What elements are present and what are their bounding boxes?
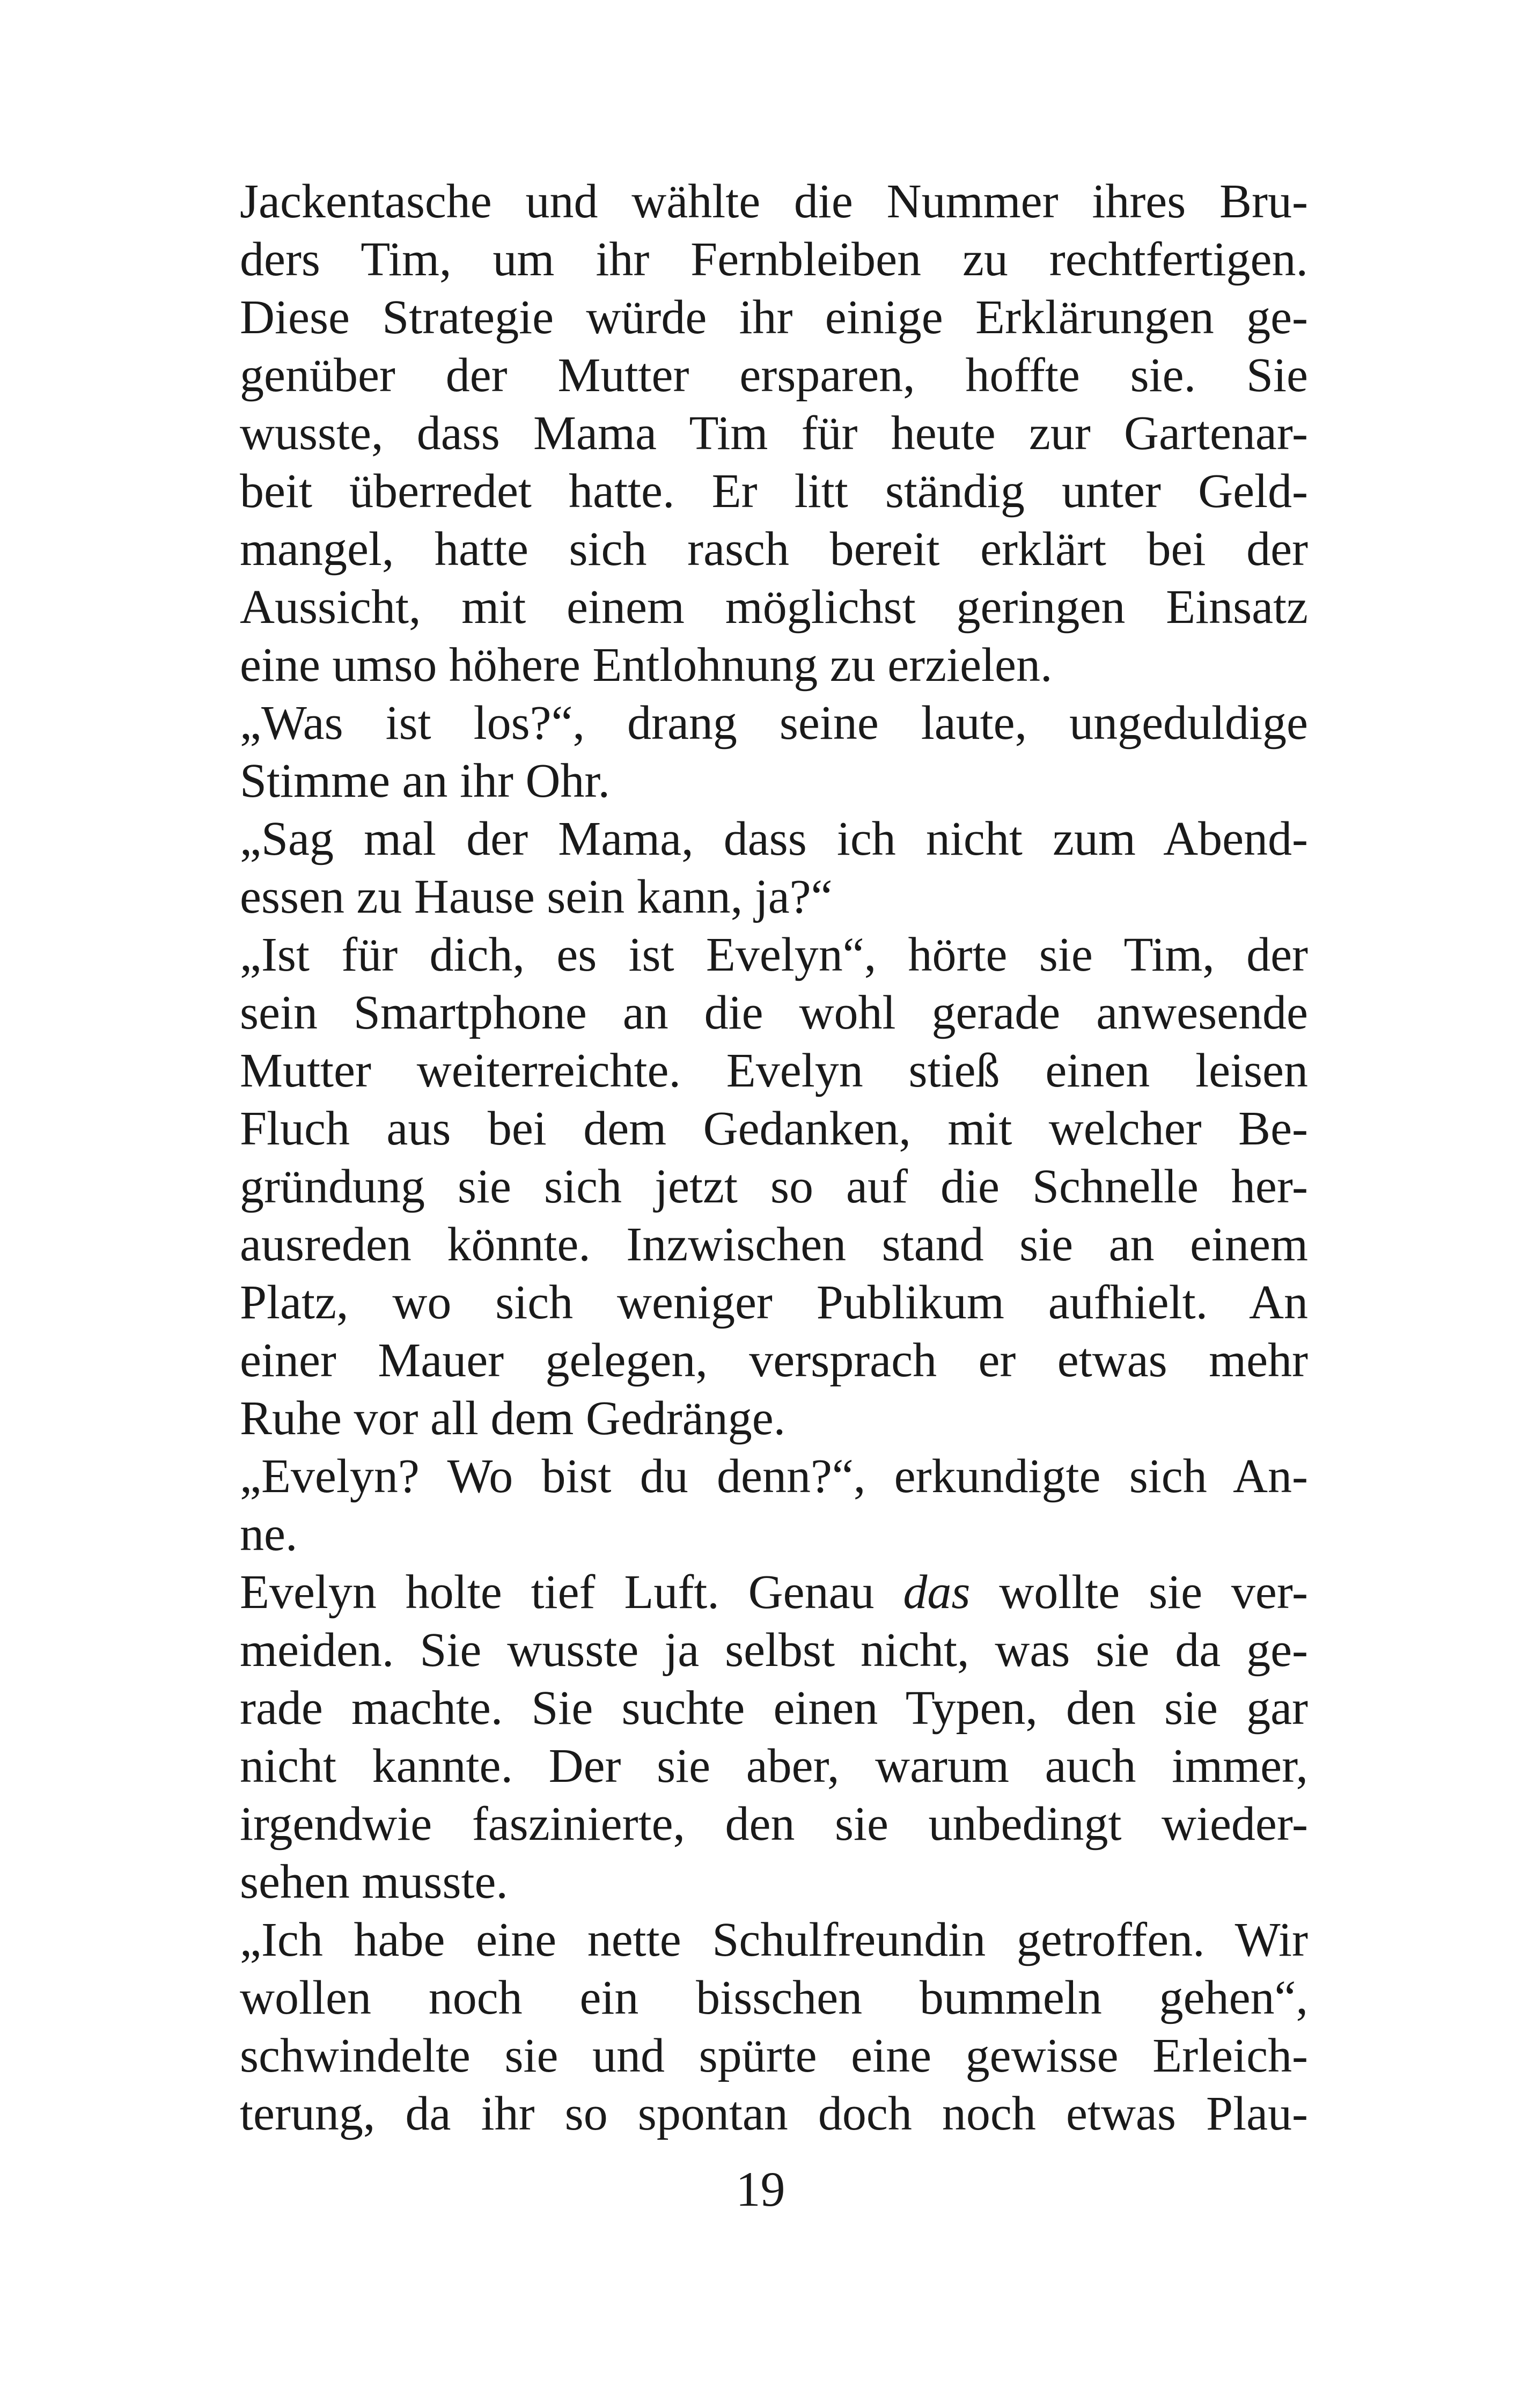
page-number: 19 [736,2162,785,2216]
text-line: mangel, hatte sich rasch bereit erklärt bei der [240,523,1308,576]
body-text [240,173,1308,2143]
text-line: ders Tim, um ihr Fernbleiben zu rechtfertigen. [240,233,1308,286]
text-line: sehen musste. [240,1855,508,1908]
text-line: „Was ist los?“, drang seine laute, ungeduldige [240,696,1308,750]
text-line: nicht kannte. Der sie aber, warum auch immer, [240,1739,1308,1793]
text-line: Fluch aus bei dem Gedanken, mit welcher Be- [240,1102,1308,1155]
text-line: meiden. Sie wusste ja selbst nicht, was sie da ge- [240,1624,1308,1677]
text-line: Jackentasche und wählte die Nummer ihres Bru- [240,175,1308,228]
text-span: wollte sie ver- [970,1566,1308,1619]
text-line: gründung sie sich jetzt so auf die Schnelle her- [240,1160,1308,1213]
text-line: einer Mauer gelegen, versprach er etwas mehr [240,1334,1308,1387]
text-line: ausreden könnte. Inzwischen stand sie an einem [240,1218,1308,1271]
text-line: wollen noch ein bisschen bummeln gehen“, [240,1971,1308,2024]
text-line: rade machte. Sie suchte einen Typen, den sie gar [240,1682,1308,1735]
text-line: eine umso höhere Entlohnung zu erzielen. [240,638,1053,692]
text-line: sein Smartphone an die wohl gerade anwesende [240,986,1308,1039]
text-line: genüber der Mutter ersparen, hoffte sie. Sie [240,349,1308,402]
text-line: Diese Strategie würde ihr einige Erklärungen ge- [240,291,1308,344]
text-line: „Ich habe eine nette Schulfreundin getroffen. Wir [240,1913,1308,1966]
text-line: Stimme an ihr Ohr. [240,754,610,807]
text-line: terung, da ihr so spontan doch noch etwas Plau- [240,2087,1308,2140]
text-line: ne. [240,1508,298,1561]
text-line: essen zu Hause sein kann, ja?“ [240,870,833,923]
text-line: beit überredet hatte. Er litt ständig unter Geld- [240,465,1308,518]
text-line: „Evelyn? Wo bist du denn?“, erkundigte sich An- [240,1450,1308,1503]
emphasized-word: das [903,1566,971,1619]
text-line: „Sag mal der Mama, dass ich nicht zum Abend- [240,812,1308,865]
text-line [240,1563,1308,1621]
text-line: Mutter weiterreichte. Evelyn stieß einen leisen [240,1044,1308,1097]
text-span: Evelyn holte tief Luft. Genau [240,1566,903,1619]
text-line: schwindelte sie und spürte eine gewisse Erleich- [240,2029,1308,2082]
text-line: irgendwie faszinierte, den sie unbedingt wieder- [240,1797,1308,1851]
text-line: Aussicht, mit einem möglichst geringen Einsatz [240,581,1308,634]
text-line: Ruhe vor all dem Gedränge. [240,1392,786,1445]
text-line: Platz, wo sich weniger Publikum aufhielt. An [240,1276,1308,1329]
text-line: „Ist für dich, es ist Evelyn“, hörte sie Tim, der [240,928,1308,981]
text-line: wusste, dass Mama Tim für heute zur Gartenar- [240,407,1308,460]
